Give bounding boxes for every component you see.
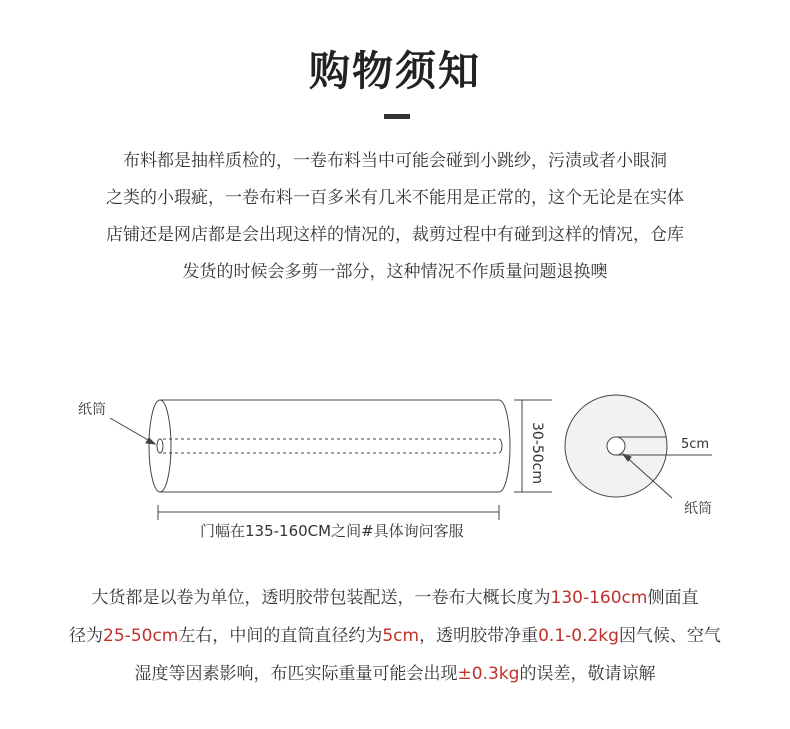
intro-line: 发货的时候会多剪一部分，这种情况不作质量问题退换噢: [182, 262, 608, 282]
diameter-highlight: 25-50cm: [103, 626, 179, 646]
text-segment: 湿度等因素影响，布匹实际重量可能会出现: [134, 664, 458, 684]
title-underline: [384, 114, 410, 119]
text-segment: 侧面直: [647, 588, 699, 608]
text-segment: 的误差，敬请谅解: [519, 664, 656, 684]
tube-label-left: 纸筒: [78, 402, 106, 418]
weight-error-highlight: ±0.3kg: [457, 664, 520, 684]
roll-right-end: [499, 400, 510, 492]
intro-line: 店铺还是网店都是会出现这样的情况的，裁剪过程中有碰到这样的情况，仓库: [106, 225, 684, 245]
width-label: 门幅在135-160CM之间#具体询问客服: [200, 522, 464, 540]
core-side-circle: [607, 437, 625, 455]
bulk-info-line: [30, 655, 760, 693]
text-segment: 大货都是以卷为单位，透明胶带包装配送，一卷布大概长度为: [91, 588, 551, 608]
text-segment: 径为: [69, 626, 104, 646]
length-highlight: 130-160cm: [550, 588, 648, 608]
core-highlight: 5cm: [382, 626, 420, 646]
core-diameter-label: 5cm: [681, 437, 710, 452]
diameter-label: 30-50cm: [529, 422, 545, 485]
intro-line: 布料都是抽样质检的，一卷布料当中可能会碰到小跳纱，污渍或者小眼洞: [123, 151, 667, 171]
tube-label-right: 纸筒: [684, 501, 712, 517]
text-segment: 因气候、空气: [618, 626, 721, 646]
bulk-info-line: [30, 579, 760, 617]
page-title: 购物须知: [309, 47, 481, 95]
roll-left-end: [149, 400, 171, 492]
intro-line: 之类的小瑕疵，一卷布料一百多米有几米不能用是正常的，这个无论是在实体: [106, 188, 684, 208]
bulk-info-line: [30, 617, 760, 655]
bulk-info-paragraph: [30, 579, 760, 693]
roll-right-core: [499, 439, 502, 453]
text-segment: ，透明胶带净重: [419, 626, 539, 646]
intro-paragraph: [40, 143, 750, 291]
fabric-roll-diagram: [0, 380, 790, 550]
text-segment: 左右，中间的直筒直径约为: [178, 626, 383, 646]
tape-weight-highlight: 0.1-0.2kg: [538, 626, 619, 646]
